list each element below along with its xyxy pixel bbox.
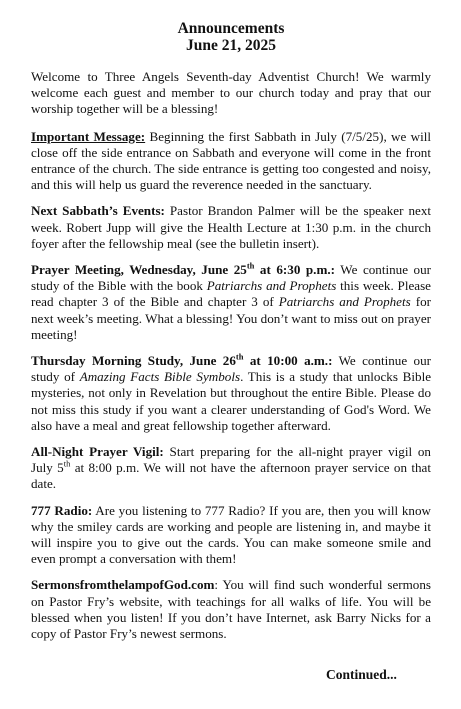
page-title: Announcements xyxy=(177,20,285,37)
thursday-study-text-1: We continue our study of xyxy=(31,353,432,385)
thursday-study-label-time: at 10:00 a.m.: xyxy=(243,353,333,369)
prayer-meeting-label-day: Prayer Meeting, Wednesday, June 25 xyxy=(31,262,247,278)
prayer-meeting-book-1: Patriarchs and Prophets xyxy=(206,278,337,294)
continued-label: Continued... xyxy=(326,667,397,682)
thursday-study-label-day: Thursday Morning Study, June 26 xyxy=(31,353,236,369)
sermons-website-link: SermonsfromthelampofGod.com xyxy=(31,577,215,593)
next-sabbath-paragraph xyxy=(31,203,431,252)
thursday-study-label-sup: th xyxy=(235,351,244,362)
important-message-text: Beginning the first Sabbath in July (7/5/25), we will close off the side entrance on Sabbath and everyone will come in the front entrance of the church. The side entrance is getting too congested and noisy, and this will help us guard the reverence needed in the sanctuary. xyxy=(31,128,432,193)
prayer-vigil-paragraph xyxy=(31,444,431,493)
thursday-study-book: Amazing Facts Bible Symbols xyxy=(79,369,241,385)
prayer-meeting-label xyxy=(31,262,335,277)
radio-paragraph xyxy=(31,503,431,568)
thursday-study-label xyxy=(31,353,332,368)
welcome-paragraph xyxy=(31,69,431,118)
radio-text: Are you listening to 777 Radio? If you are, then you will know why the smiley cards are working and people are listening in, and maybe it will inspire you to give out the cards. You can make someone smile and even prompt a conversation with them! xyxy=(31,502,431,567)
prayer-meeting-label-time: at 6:30 p.m.: xyxy=(254,262,335,278)
prayer-meeting-text-2: this week. Please read chapter 3 of the Bible and chapter 3 of xyxy=(31,278,431,310)
next-sabbath-text: Pastor Brandon Palmer will be the speaker next week. Robert Jupp will give the Health Lecture at 1:30 p.m. in the church foyer after the fellowship meal (see the bulletin insert). xyxy=(31,203,431,251)
prayer-vigil-label: All-Night Prayer Vigil: xyxy=(31,444,164,460)
prayer-vigil-text-2: at 8:00 p.m. We will not have the afternoon prayer service on that date. xyxy=(31,460,432,492)
welcome-text: Welcome to Three Angels Seventh-day Adventist Church! We warmly welcome each guest and member to our church today and pray that our worship together will be a blessing! xyxy=(31,69,431,117)
prayer-vigil-text-1: Start preparing for the all-night prayer vigil on July 5 xyxy=(31,444,431,476)
next-sabbath-label: Next Sabbath’s Events: xyxy=(31,203,165,219)
page-date: June 21, 2025 xyxy=(186,37,276,54)
thursday-study-text-2: . This is a study that unlocks Bible mysteries, not only in Revelation but throughout the entire Bible. Please do not miss this study if you want a clearer understanding of God's Word. We also have a meal and great fellowship together afterward. xyxy=(31,369,432,433)
important-message-paragraph xyxy=(31,129,431,194)
thursday-study-paragraph xyxy=(31,353,431,434)
important-message-label: Important Message: xyxy=(31,128,146,144)
prayer-meeting-label-sup: th xyxy=(246,260,255,271)
prayer-vigil-sup: th xyxy=(63,458,71,469)
prayer-meeting-text-1: We continue our study of the Bible with the book xyxy=(31,262,432,294)
sermons-paragraph xyxy=(31,577,431,642)
radio-label: 777 Radio: xyxy=(31,502,93,518)
prayer-meeting-paragraph xyxy=(31,262,431,343)
sermons-text: : You will find such wonderful sermons on Pastor Fry’s website, with teachings for all walks of life. You will be blessed when you listen! If you don’t have Internet, ask Barry Nicks for a copy of Pastor Fry’s newest sermons. xyxy=(31,577,431,642)
prayer-meeting-book-2: Patriarchs and Prophets xyxy=(278,294,411,310)
prayer-meeting-text-3: for next week’s meeting. What a blessing! You don’t want to miss out on prayer meeting! xyxy=(31,294,432,342)
header xyxy=(31,20,431,54)
